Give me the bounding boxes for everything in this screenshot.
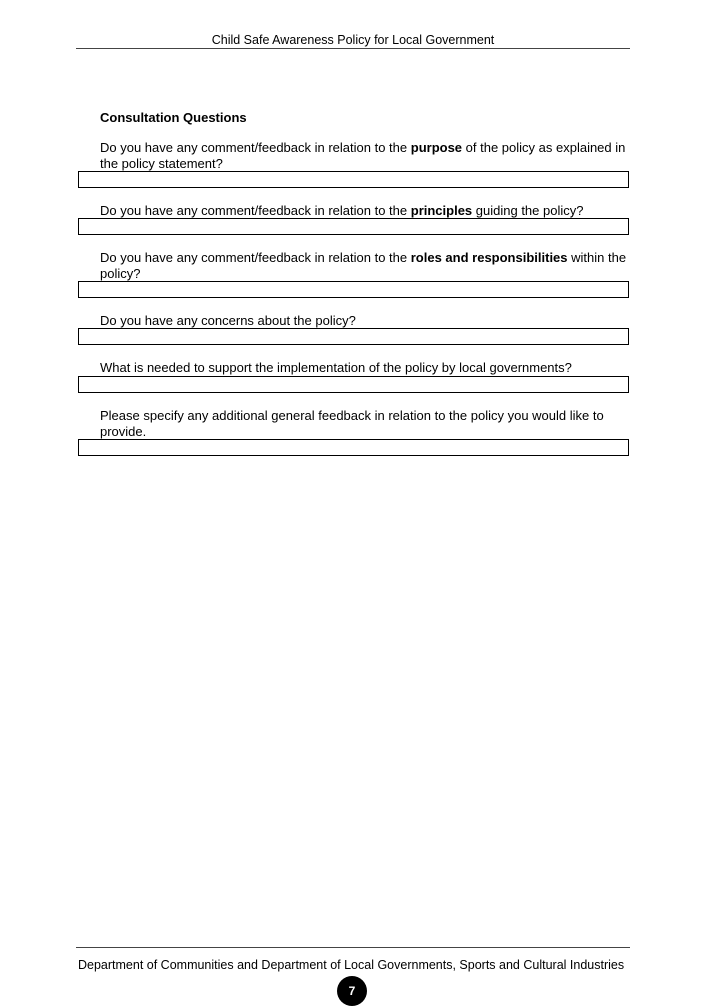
answer-field-concerns[interactable]	[78, 328, 629, 345]
answer-field-principles[interactable]	[78, 218, 629, 235]
document-title: Child Safe Awareness Policy for Local Government	[211, 33, 495, 47]
footer-divider	[76, 947, 630, 948]
question-text: Do you have any concerns about the policy?	[100, 313, 356, 328]
question-emphasis: principles	[410, 203, 473, 218]
question-text: Do you have any comment/feedback in relation to the	[100, 250, 411, 265]
question-text: Do you have any comment/feedback in relation to the	[100, 140, 411, 155]
question-text: Please specify any additional general feedback in relation to the policy you would like to provide.	[100, 408, 604, 439]
answer-field-implementation[interactable]	[78, 376, 629, 393]
question-roles	[100, 250, 630, 282]
question-text: guiding the policy?	[472, 203, 584, 218]
question-implementation	[100, 360, 630, 376]
footer-department: Department of Communities and Department of Local Governments, Sports and Cultural Industries	[78, 958, 625, 972]
question-general-feedback	[100, 408, 630, 440]
answer-field-roles[interactable]	[78, 281, 629, 298]
answer-field-general-feedback[interactable]	[78, 439, 629, 456]
question-text: Do you have any comment/feedback in relation to the	[100, 203, 411, 218]
question-text: What is needed to support the implementation of the policy by local governments?	[100, 360, 572, 375]
question-concerns	[100, 313, 630, 329]
section-title: Consultation Questions	[100, 110, 247, 125]
question-emphasis: purpose	[410, 140, 463, 155]
page-number-badge: 7	[337, 976, 367, 1006]
question-principles	[100, 203, 630, 219]
answer-field-purpose[interactable]	[78, 171, 629, 188]
question-text: within the policy?	[100, 250, 627, 281]
question-purpose	[100, 140, 630, 172]
question-text: of the policy as explained in the policy statement?	[100, 140, 626, 171]
header-divider	[76, 48, 630, 49]
question-emphasis: roles and responsibilities	[410, 250, 568, 265]
